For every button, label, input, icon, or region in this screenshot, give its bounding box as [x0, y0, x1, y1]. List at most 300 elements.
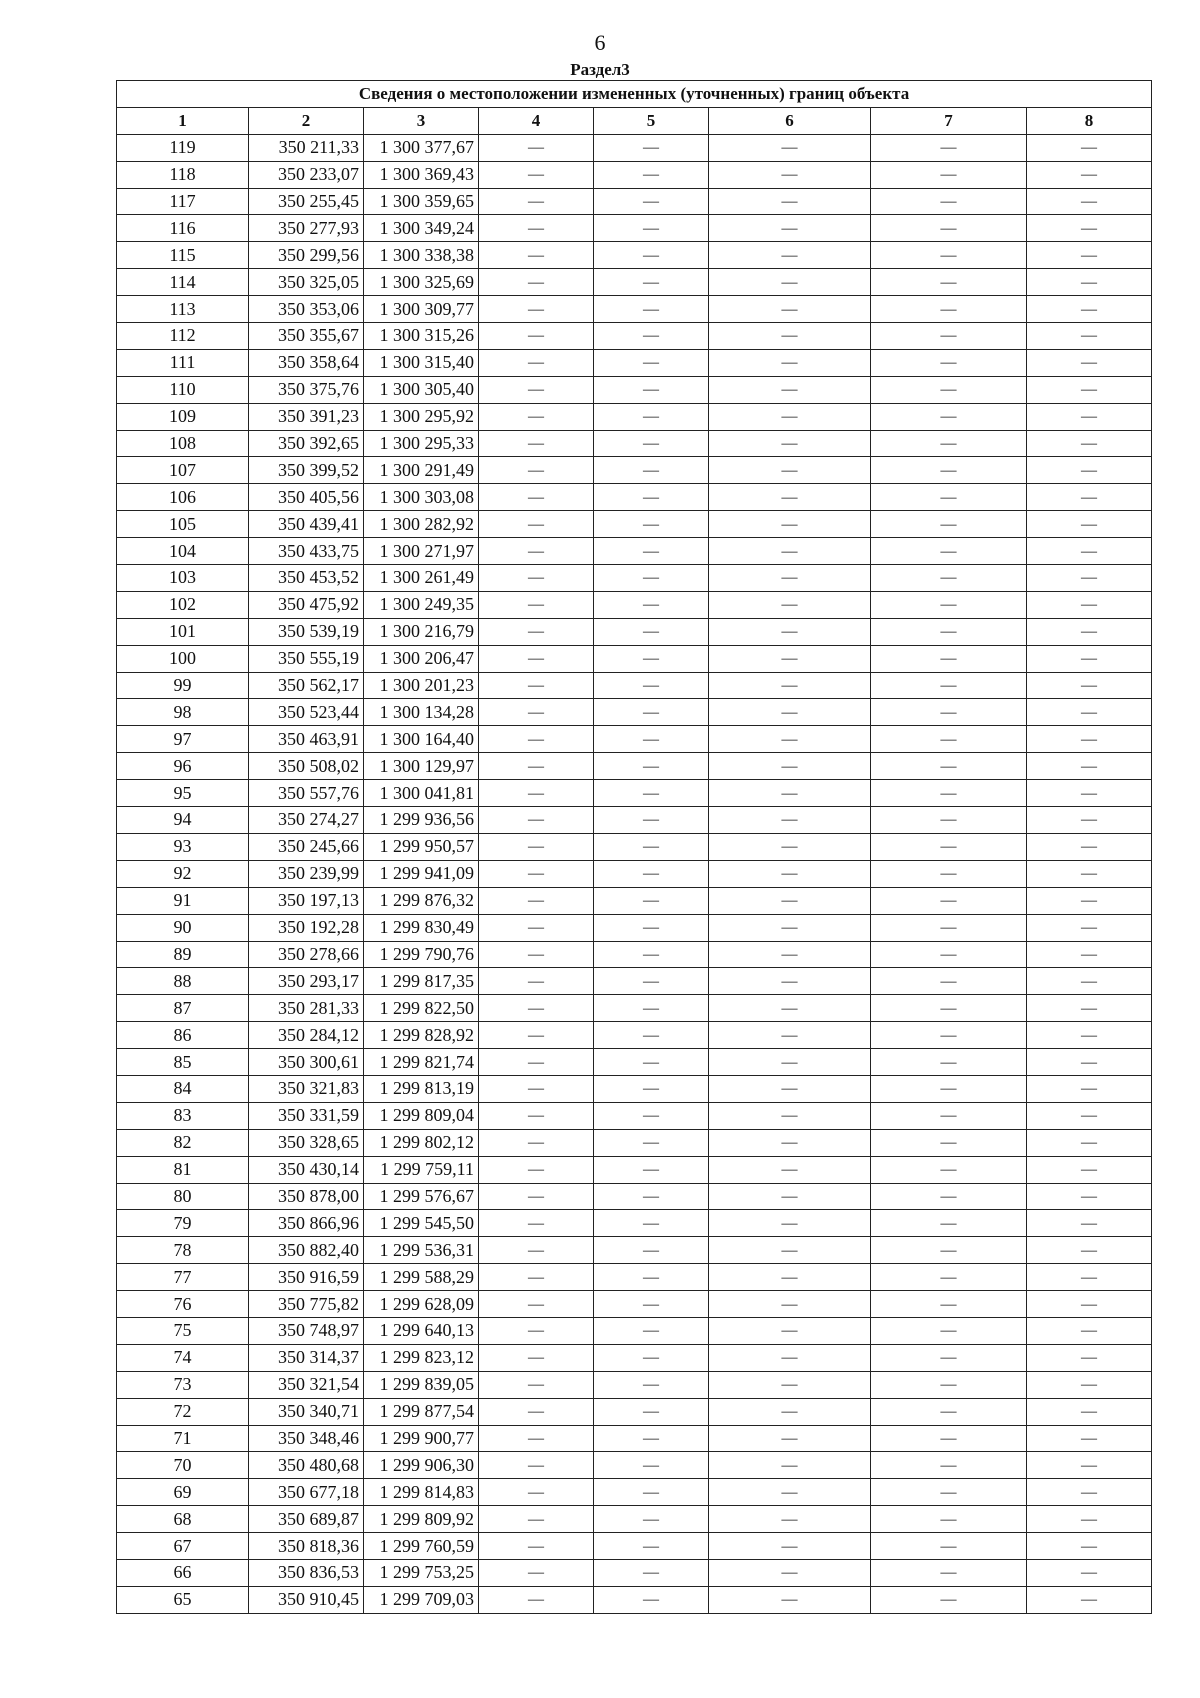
empty-cell: — — [1027, 645, 1152, 672]
point-number-cell: 72 — [117, 1398, 249, 1425]
coordinate-y-cell: 1 300 129,97 — [364, 753, 479, 780]
point-number-cell: 104 — [117, 538, 249, 565]
coordinate-x-cell: 350 818,36 — [249, 1533, 364, 1560]
empty-cell: — — [479, 1425, 594, 1452]
empty-cell: — — [594, 269, 709, 296]
table-row — [117, 188, 1152, 215]
coordinate-y-cell: 1 299 822,50 — [364, 995, 479, 1022]
empty-cell: — — [709, 1075, 871, 1102]
empty-cell: — — [594, 1506, 709, 1533]
coordinate-y-cell: 1 300 325,69 — [364, 269, 479, 296]
coordinate-x-cell: 350 916,59 — [249, 1264, 364, 1291]
point-number-cell: 100 — [117, 645, 249, 672]
empty-cell: — — [871, 188, 1027, 215]
table-row — [117, 349, 1152, 376]
empty-cell: — — [479, 807, 594, 834]
coordinate-x-cell: 350 355,67 — [249, 323, 364, 350]
table-row — [117, 511, 1152, 538]
coordinate-x-cell: 350 321,83 — [249, 1075, 364, 1102]
empty-cell: — — [479, 618, 594, 645]
point-number-cell: 85 — [117, 1049, 249, 1076]
empty-cell: — — [594, 645, 709, 672]
coordinate-x-cell: 350 340,71 — [249, 1398, 364, 1425]
empty-cell: — — [1027, 1425, 1152, 1452]
empty-cell: — — [479, 1452, 594, 1479]
coordinate-y-cell: 1 300 369,43 — [364, 161, 479, 188]
empty-cell: — — [1027, 1506, 1152, 1533]
point-number-cell: 101 — [117, 618, 249, 645]
empty-cell: — — [871, 591, 1027, 618]
point-number-cell: 87 — [117, 995, 249, 1022]
coordinate-x-cell: 350 689,87 — [249, 1506, 364, 1533]
point-number-cell: 97 — [117, 726, 249, 753]
empty-cell: — — [594, 995, 709, 1022]
empty-cell: — — [479, 511, 594, 538]
empty-cell: — — [479, 1559, 594, 1586]
empty-cell: — — [709, 1506, 871, 1533]
table-row — [117, 645, 1152, 672]
empty-cell: — — [479, 1237, 594, 1264]
empty-cell: — — [479, 699, 594, 726]
empty-cell: — — [709, 323, 871, 350]
point-number-cell: 77 — [117, 1264, 249, 1291]
empty-cell: — — [594, 430, 709, 457]
coordinate-x-cell: 350 433,75 — [249, 538, 364, 565]
empty-cell: — — [709, 565, 871, 592]
point-number-cell: 84 — [117, 1075, 249, 1102]
empty-cell: — — [871, 484, 1027, 511]
coordinate-y-cell: 1 300 377,67 — [364, 134, 479, 161]
empty-cell: — — [709, 1049, 871, 1076]
point-number-cell: 94 — [117, 807, 249, 834]
empty-cell: — — [594, 1559, 709, 1586]
empty-cell: — — [871, 1237, 1027, 1264]
coordinate-x-cell: 350 192,28 — [249, 914, 364, 941]
empty-cell: — — [594, 1317, 709, 1344]
empty-cell: — — [1027, 618, 1152, 645]
empty-cell: — — [479, 860, 594, 887]
point-number-cell: 78 — [117, 1237, 249, 1264]
point-number-cell: 75 — [117, 1317, 249, 1344]
empty-cell: — — [479, 914, 594, 941]
empty-cell: — — [1027, 672, 1152, 699]
coordinate-x-cell: 350 348,46 — [249, 1425, 364, 1452]
empty-cell: — — [709, 807, 871, 834]
empty-cell: — — [594, 968, 709, 995]
point-number-cell: 115 — [117, 242, 249, 269]
empty-cell: — — [479, 591, 594, 618]
empty-cell: — — [479, 1264, 594, 1291]
point-number-cell: 102 — [117, 591, 249, 618]
empty-cell: — — [871, 403, 1027, 430]
empty-cell: — — [479, 1506, 594, 1533]
point-number-cell: 99 — [117, 672, 249, 699]
empty-cell: — — [479, 1533, 594, 1560]
empty-cell: — — [594, 349, 709, 376]
empty-cell: — — [1027, 1264, 1152, 1291]
coordinate-x-cell: 350 358,64 — [249, 349, 364, 376]
coordinate-y-cell: 1 299 950,57 — [364, 833, 479, 860]
table-row — [117, 699, 1152, 726]
empty-cell: — — [594, 887, 709, 914]
table-row — [117, 1291, 1152, 1318]
coordinate-y-cell: 1 300 164,40 — [364, 726, 479, 753]
empty-cell: — — [871, 914, 1027, 941]
empty-cell: — — [871, 1129, 1027, 1156]
empty-cell: — — [594, 1210, 709, 1237]
empty-cell: — — [871, 1559, 1027, 1586]
empty-cell: — — [1027, 1533, 1152, 1560]
empty-cell: — — [871, 1586, 1027, 1613]
coordinate-x-cell: 350 245,66 — [249, 833, 364, 860]
table-row — [117, 269, 1152, 296]
empty-cell: — — [1027, 269, 1152, 296]
point-number-cell: 107 — [117, 457, 249, 484]
empty-cell: — — [1027, 833, 1152, 860]
empty-cell: — — [871, 968, 1027, 995]
empty-cell: — — [1027, 538, 1152, 565]
table-row — [117, 968, 1152, 995]
empty-cell: — — [1027, 1129, 1152, 1156]
empty-cell: — — [871, 780, 1027, 807]
empty-cell: — — [871, 134, 1027, 161]
empty-cell: — — [1027, 296, 1152, 323]
table-row — [117, 753, 1152, 780]
coordinate-y-cell: 1 299 900,77 — [364, 1425, 479, 1452]
empty-cell: — — [479, 672, 594, 699]
empty-cell: — — [1027, 1398, 1152, 1425]
empty-cell: — — [479, 726, 594, 753]
coordinate-x-cell: 350 392,65 — [249, 430, 364, 457]
coordinate-y-cell: 1 299 760,59 — [364, 1533, 479, 1560]
empty-cell: — — [871, 1022, 1027, 1049]
empty-cell: — — [1027, 1022, 1152, 1049]
empty-cell: — — [479, 1022, 594, 1049]
point-number-cell: 82 — [117, 1129, 249, 1156]
coordinate-y-cell: 1 300 305,40 — [364, 376, 479, 403]
empty-cell: — — [479, 1317, 594, 1344]
point-number-cell: 68 — [117, 1506, 249, 1533]
empty-cell: — — [479, 1210, 594, 1237]
point-number-cell: 110 — [117, 376, 249, 403]
coordinate-x-cell: 350 677,18 — [249, 1479, 364, 1506]
empty-cell: — — [594, 1156, 709, 1183]
empty-cell: — — [594, 699, 709, 726]
empty-cell: — — [594, 1075, 709, 1102]
empty-cell: — — [709, 349, 871, 376]
point-number-cell: 117 — [117, 188, 249, 215]
empty-cell: — — [479, 161, 594, 188]
empty-cell: — — [709, 645, 871, 672]
coordinate-x-cell: 350 299,56 — [249, 242, 364, 269]
empty-cell: — — [1027, 1559, 1152, 1586]
coordinate-y-cell: 1 300 359,65 — [364, 188, 479, 215]
table-row — [117, 726, 1152, 753]
empty-cell: — — [709, 1183, 871, 1210]
table-row — [117, 1506, 1152, 1533]
empty-cell: — — [871, 618, 1027, 645]
empty-cell: — — [709, 995, 871, 1022]
empty-cell: — — [1027, 1371, 1152, 1398]
empty-cell: — — [709, 1586, 871, 1613]
coordinate-x-cell: 350 277,93 — [249, 215, 364, 242]
table-body — [117, 134, 1152, 1613]
empty-cell: — — [1027, 1049, 1152, 1076]
empty-cell: — — [1027, 887, 1152, 914]
empty-cell: — — [479, 538, 594, 565]
empty-cell: — — [871, 1452, 1027, 1479]
empty-cell: — — [594, 457, 709, 484]
table-row — [117, 1533, 1152, 1560]
coordinate-x-cell: 350 878,00 — [249, 1183, 364, 1210]
coordinate-y-cell: 1 300 206,47 — [364, 645, 479, 672]
coordinate-y-cell: 1 300 315,40 — [364, 349, 479, 376]
empty-cell: — — [594, 726, 709, 753]
empty-cell: — — [594, 323, 709, 350]
empty-cell: — — [594, 511, 709, 538]
empty-cell: — — [1027, 511, 1152, 538]
section-title: Раздел3 — [570, 60, 630, 79]
empty-cell: — — [594, 780, 709, 807]
coordinate-y-cell: 1 299 790,76 — [364, 941, 479, 968]
coordinate-y-cell: 1 300 261,49 — [364, 565, 479, 592]
table-row — [117, 484, 1152, 511]
empty-cell: — — [871, 699, 1027, 726]
point-number-cell: 113 — [117, 296, 249, 323]
empty-cell: — — [871, 269, 1027, 296]
table-row — [117, 887, 1152, 914]
empty-cell: — — [1027, 860, 1152, 887]
coordinate-x-cell: 350 281,33 — [249, 995, 364, 1022]
coordinate-x-cell: 350 233,07 — [249, 161, 364, 188]
empty-cell: — — [1027, 1156, 1152, 1183]
empty-cell: — — [594, 591, 709, 618]
empty-cell: — — [709, 833, 871, 860]
empty-cell: — — [1027, 1452, 1152, 1479]
empty-cell: — — [871, 645, 1027, 672]
empty-cell: — — [594, 941, 709, 968]
empty-cell: — — [871, 1210, 1027, 1237]
empty-cell: — — [479, 457, 594, 484]
point-number-cell: 106 — [117, 484, 249, 511]
coordinate-x-cell: 350 255,45 — [249, 188, 364, 215]
empty-cell: — — [709, 1371, 871, 1398]
empty-cell: — — [479, 1129, 594, 1156]
point-number-cell: 67 — [117, 1533, 249, 1560]
empty-cell: — — [1027, 565, 1152, 592]
table-row — [117, 1317, 1152, 1344]
empty-cell: — — [871, 296, 1027, 323]
coordinate-x-cell: 350 439,41 — [249, 511, 364, 538]
table-row — [117, 1586, 1152, 1613]
empty-cell: — — [709, 1291, 871, 1318]
empty-cell: — — [1027, 807, 1152, 834]
coordinate-y-cell: 1 299 576,67 — [364, 1183, 479, 1210]
point-number-cell: 90 — [117, 914, 249, 941]
empty-cell: — — [479, 430, 594, 457]
table-row — [117, 1237, 1152, 1264]
empty-cell: — — [594, 1452, 709, 1479]
empty-cell: — — [871, 1506, 1027, 1533]
empty-cell: — — [594, 1264, 709, 1291]
empty-cell: — — [871, 1264, 1027, 1291]
table-row — [117, 565, 1152, 592]
empty-cell: — — [594, 1425, 709, 1452]
empty-cell: — — [871, 1049, 1027, 1076]
empty-cell: — — [594, 914, 709, 941]
empty-cell: — — [1027, 1586, 1152, 1613]
empty-cell: — — [871, 376, 1027, 403]
coordinate-x-cell: 350 430,14 — [249, 1156, 364, 1183]
table-row — [117, 941, 1152, 968]
empty-cell: — — [594, 403, 709, 430]
point-number-cell: 79 — [117, 1210, 249, 1237]
empty-cell: — — [1027, 188, 1152, 215]
coordinate-y-cell: 1 299 839,05 — [364, 1371, 479, 1398]
empty-cell: — — [871, 1371, 1027, 1398]
table-row — [117, 618, 1152, 645]
empty-cell: — — [871, 807, 1027, 834]
empty-cell: — — [709, 914, 871, 941]
empty-cell: — — [479, 484, 594, 511]
table-caption: Сведения о местоположении измененных (уточненных) границ объекта — [117, 81, 1152, 108]
coordinate-x-cell: 350 405,56 — [249, 484, 364, 511]
empty-cell: — — [594, 1183, 709, 1210]
empty-cell: — — [479, 1049, 594, 1076]
empty-cell: — — [594, 1371, 709, 1398]
table-row — [117, 538, 1152, 565]
empty-cell: — — [594, 1398, 709, 1425]
empty-cell: — — [871, 430, 1027, 457]
coordinate-x-cell: 350 331,59 — [249, 1102, 364, 1129]
empty-cell: — — [871, 511, 1027, 538]
table-row — [117, 215, 1152, 242]
point-number-cell: 69 — [117, 1479, 249, 1506]
empty-cell: — — [1027, 780, 1152, 807]
coordinate-x-cell: 350 463,91 — [249, 726, 364, 753]
empty-cell: — — [594, 1237, 709, 1264]
table-row — [117, 995, 1152, 1022]
empty-cell: — — [871, 161, 1027, 188]
coordinate-x-cell: 350 399,52 — [249, 457, 364, 484]
empty-cell: — — [709, 1237, 871, 1264]
point-number-cell: 70 — [117, 1452, 249, 1479]
empty-cell: — — [871, 753, 1027, 780]
empty-cell: — — [479, 323, 594, 350]
empty-cell: — — [871, 1533, 1027, 1560]
coordinate-y-cell: 1 300 249,35 — [364, 591, 479, 618]
table-row — [117, 1102, 1152, 1129]
empty-cell: — — [594, 1479, 709, 1506]
coordinate-y-cell: 1 299 628,09 — [364, 1291, 479, 1318]
point-number-cell: 83 — [117, 1102, 249, 1129]
empty-cell: — — [871, 215, 1027, 242]
empty-cell: — — [479, 780, 594, 807]
coordinate-x-cell: 350 284,12 — [249, 1022, 364, 1049]
empty-cell: — — [594, 807, 709, 834]
empty-cell: — — [709, 242, 871, 269]
point-number-cell: 86 — [117, 1022, 249, 1049]
empty-cell: — — [709, 1344, 871, 1371]
point-number-cell: 103 — [117, 565, 249, 592]
empty-cell: — — [709, 403, 871, 430]
empty-cell: — — [594, 1586, 709, 1613]
empty-cell: — — [594, 1049, 709, 1076]
table-row — [117, 1075, 1152, 1102]
coordinate-y-cell: 1 300 349,24 — [364, 215, 479, 242]
empty-cell: — — [871, 833, 1027, 860]
empty-cell: — — [1027, 753, 1152, 780]
table-row — [117, 1452, 1152, 1479]
table-row — [117, 1264, 1152, 1291]
empty-cell: — — [709, 215, 871, 242]
column-header: 4 — [479, 107, 594, 134]
empty-cell: — — [479, 968, 594, 995]
empty-cell: — — [479, 376, 594, 403]
empty-cell: — — [709, 1425, 871, 1452]
coordinate-y-cell: 1 299 821,74 — [364, 1049, 479, 1076]
coordinate-y-cell: 1 300 303,08 — [364, 484, 479, 511]
coordinate-x-cell: 350 321,54 — [249, 1371, 364, 1398]
coordinate-y-cell: 1 300 201,23 — [364, 672, 479, 699]
empty-cell: — — [594, 618, 709, 645]
point-number-cell: 119 — [117, 134, 249, 161]
empty-cell: — — [594, 1129, 709, 1156]
coordinate-y-cell: 1 300 041,81 — [364, 780, 479, 807]
coordinate-y-cell: 1 300 291,49 — [364, 457, 479, 484]
coordinate-x-cell: 350 211,33 — [249, 134, 364, 161]
empty-cell: — — [594, 860, 709, 887]
coordinate-x-cell: 350 278,66 — [249, 941, 364, 968]
coordinate-x-cell: 350 328,65 — [249, 1129, 364, 1156]
empty-cell: — — [709, 1129, 871, 1156]
empty-cell: — — [479, 134, 594, 161]
empty-cell: — — [479, 1183, 594, 1210]
table-row — [117, 591, 1152, 618]
empty-cell: — — [594, 484, 709, 511]
table-row — [117, 914, 1152, 941]
point-number-cell: 65 — [117, 1586, 249, 1613]
empty-cell: — — [709, 1264, 871, 1291]
table-row — [117, 1479, 1152, 1506]
empty-cell: — — [871, 1425, 1027, 1452]
empty-cell: — — [1027, 457, 1152, 484]
empty-cell: — — [594, 833, 709, 860]
table-row — [117, 1183, 1152, 1210]
coordinate-x-cell: 350 391,23 — [249, 403, 364, 430]
empty-cell: — — [709, 618, 871, 645]
empty-cell: — — [1027, 403, 1152, 430]
coordinate-x-cell: 350 523,44 — [249, 699, 364, 726]
empty-cell: — — [1027, 134, 1152, 161]
empty-cell: — — [594, 296, 709, 323]
coordinate-y-cell: 1 299 759,11 — [364, 1156, 479, 1183]
empty-cell: — — [871, 995, 1027, 1022]
empty-cell: — — [709, 1317, 871, 1344]
coordinate-y-cell: 1 299 536,31 — [364, 1237, 479, 1264]
table-row — [117, 296, 1152, 323]
table-row — [117, 403, 1152, 430]
coordinate-y-cell: 1 299 809,92 — [364, 1506, 479, 1533]
coordinate-x-cell: 350 375,76 — [249, 376, 364, 403]
empty-cell: — — [709, 753, 871, 780]
empty-cell: — — [1027, 1102, 1152, 1129]
empty-cell: — — [1027, 591, 1152, 618]
empty-cell: — — [479, 403, 594, 430]
empty-cell: — — [709, 1022, 871, 1049]
table-row — [117, 780, 1152, 807]
empty-cell: — — [709, 1210, 871, 1237]
